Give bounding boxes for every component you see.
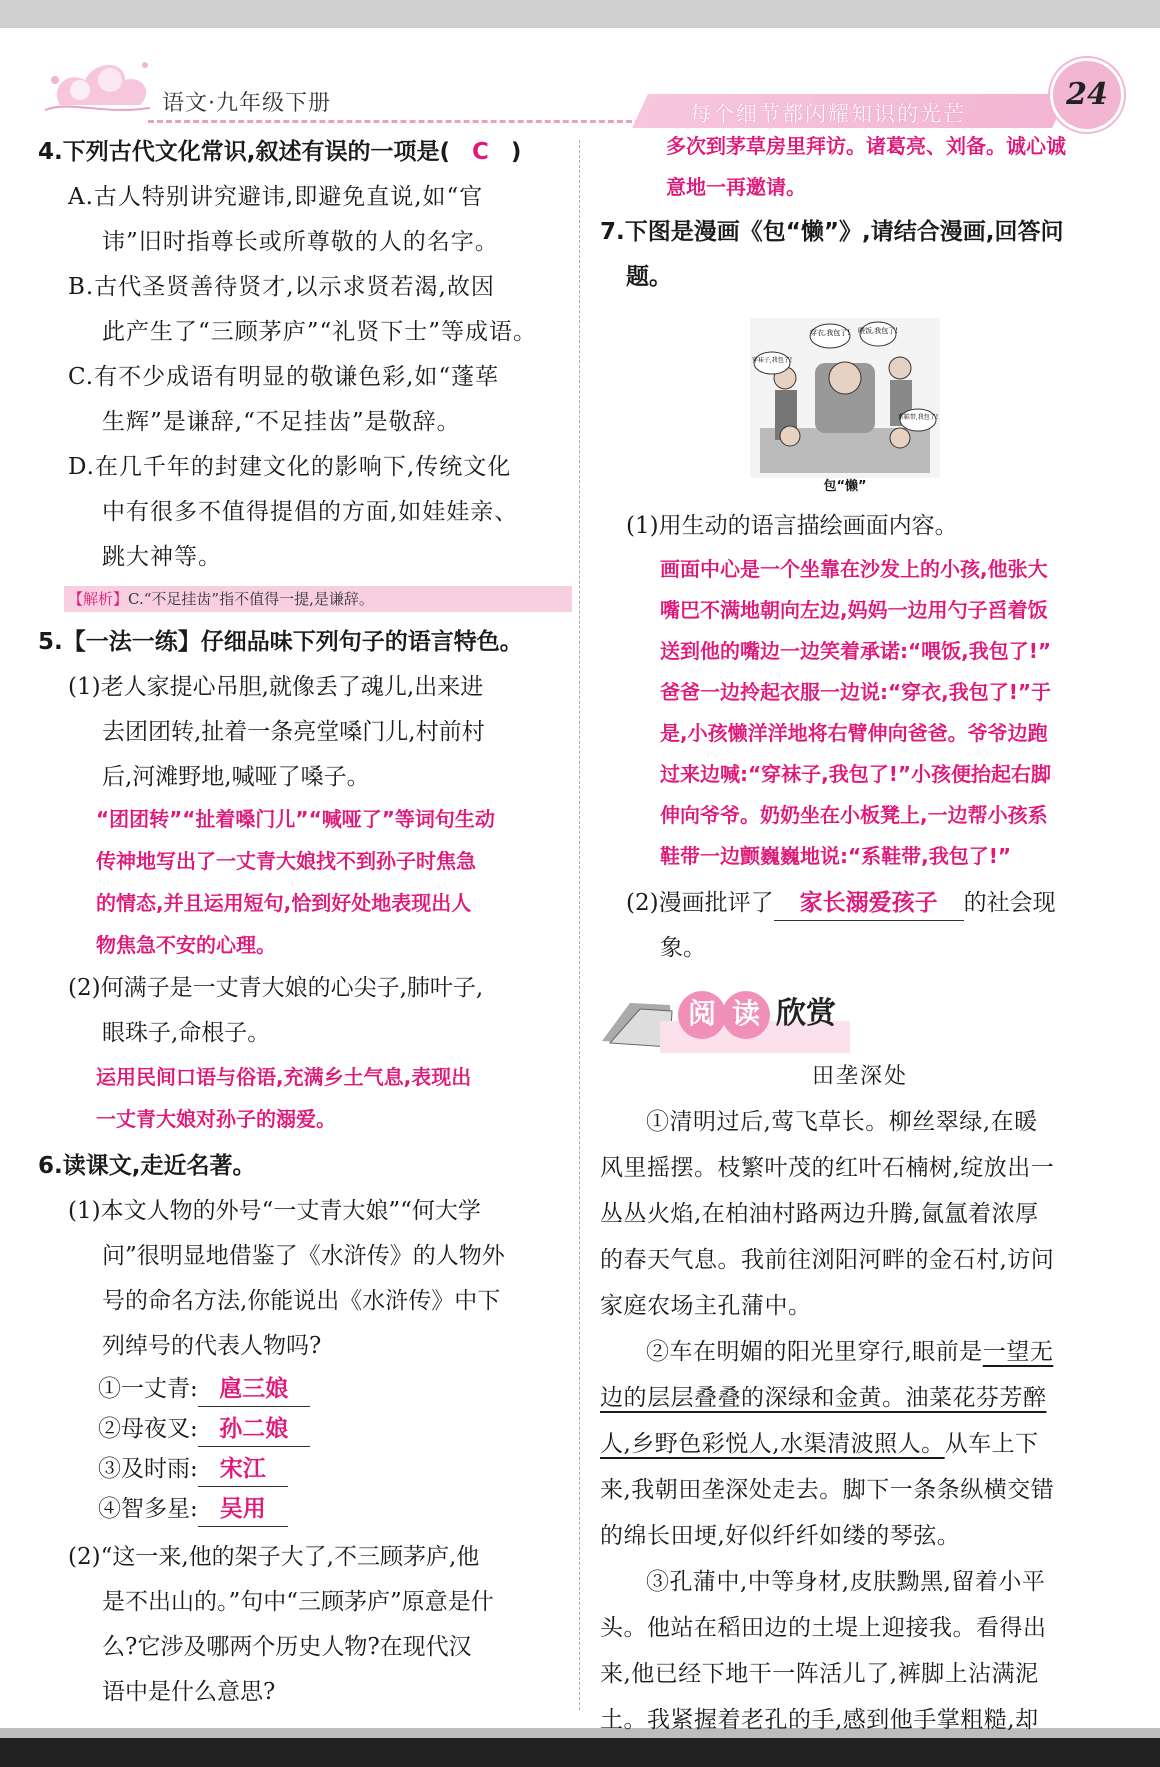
comic-illustration [750, 318, 940, 498]
q4-option-b-2: 此产生了“三顾茅庐”“礼贤下士”等成语。 [102, 319, 538, 345]
nickname-answer: 吴用 [198, 1492, 288, 1527]
q5-2-line-2: 眼珠子,命根子。 [102, 1020, 271, 1046]
q4-option-d-3: 跳大神等。 [102, 544, 222, 570]
answer-line: 是,小孩懒洋洋地将右臂伸向爸爸。爷爷边跑 [660, 721, 1048, 745]
answer-line: 意地一再邀请。 [666, 175, 806, 199]
q6-2-line-2: 是不出山的。”句中“三顾茅庐”原意是什 [102, 1589, 494, 1615]
reading-title: 田垄深处 [811, 1064, 908, 1089]
para-line: 的绵长田埂,好似纤纤如缕的琴弦。 [600, 1523, 961, 1549]
para-line: 丛丛火焰,在柏油村路两边升腾,氤氲着浓厚 [600, 1201, 1039, 1227]
bubble-text: 系鞋带,我包了! [897, 414, 939, 421]
reading-para-3 [600, 1559, 1120, 1743]
q7-2-suffix: 的社会现 [963, 890, 1056, 916]
q5-2-line-1: (2)何满子是一丈青大娘的心尖子,肺叶子, [68, 975, 484, 1001]
answer-line: 传神地写出了一丈青大娘找不到孙子时焦急 [96, 849, 476, 873]
q7-1-answer [600, 549, 1120, 877]
q4-answer: C [472, 139, 489, 165]
nickname-label: ②母夜叉: [98, 1416, 198, 1442]
comic-caption: 包“懒” [823, 479, 867, 494]
q7-2-line-1 [600, 881, 1120, 926]
analysis-text: C.“不足挂齿”指不值得一提,是谦辞。 [128, 590, 374, 608]
left-column [38, 130, 558, 1715]
q6-2-line-1: (2)“这一来,他的架子大了,不三顾茅庐,他 [68, 1544, 480, 1570]
nickname-label: ③及时雨: [98, 1456, 198, 1482]
q6-2-line-3: 么?它涉及哪两个历史人物?在现代汉 [102, 1634, 472, 1660]
nickname-item [38, 1409, 558, 1449]
header-dashed-line [148, 120, 668, 123]
para-line: 来,他已经下地干一阵活儿了,裤脚上沾满泥 [600, 1661, 1039, 1687]
page-number: 24 [1050, 58, 1124, 132]
answer-line: 的情态,并且运用短句,恰到好处地表现出人 [96, 891, 472, 915]
q5-1-line-1: (1)老人家提心吊胆,就像丢了魂儿,出来进 [68, 674, 484, 700]
nickname-item [38, 1489, 558, 1529]
answer-line: “团团转”“扯着嗓门儿”“喊哑了”等词句生动 [96, 807, 495, 831]
bubble-text: 穿袜子,我包了! [751, 357, 793, 364]
right-column [600, 126, 1120, 1743]
para-line: 土。我紧握着老孔的手,感到他手掌粗糙,却 [600, 1707, 1039, 1733]
q6-1-line-2: 问”很明显地借鉴了《水浒传》的人物外 [102, 1243, 505, 1269]
column-divider [579, 140, 580, 1710]
q6-2-answer [600, 126, 1120, 208]
banner-char-2: 读 [732, 997, 761, 1030]
para-text: 从车上下 [944, 1431, 1039, 1457]
nickname-answer: 扈三娘 [198, 1372, 310, 1407]
answer-line: 伸向爷爷。奶奶坐在小板凳上,一边帮小孩系 [660, 803, 1048, 827]
q6-1-line-4: 列绰号的代表人物吗? [102, 1333, 322, 1359]
para-text: ②车在明媚的阳光里穿行,眼前是 [646, 1339, 983, 1365]
reading-para-2 [600, 1329, 1120, 1559]
q4-option-c-2: 生辉”是谦辞,“不足挂齿”是敬辞。 [102, 409, 461, 435]
nickname-list [38, 1369, 558, 1529]
q7-2-line-2: 象。 [660, 935, 706, 961]
q6-1-line-3: 号的命名方法,你能说出《水浒传》中下 [102, 1288, 501, 1314]
banner-word: 欣赏 [776, 996, 836, 1031]
q4-option-d-1: D.在几千年的封建文化的影响下,传统文化 [68, 454, 512, 480]
subject-label: 语文·九年级下册 [162, 91, 331, 116]
answer-line: 多次到茅草房里拜访。诸葛亮、刘备。诚心诚 [666, 134, 1066, 158]
q6-1-line-1: (1)本文人物的外号“一丈青大娘”“何大学 [68, 1198, 481, 1224]
para-line: 家庭农场主孔蒲中。 [600, 1293, 812, 1319]
answer-line: 鞋带一边颤巍巍地说:“系鞋带,我包了!” [660, 844, 1012, 868]
para-line [600, 1329, 1120, 1375]
q5-stem: 5.【一法一练】仔细品味下列句子的语言特色。 [38, 629, 523, 655]
q4-stem [38, 130, 558, 175]
answer-line: 运用民间口语与俗语,充满乡土气息,表现出 [96, 1065, 472, 1089]
answer-line: 送到他的嘴边一边笑着承诺:“喂饭,我包了!” [660, 639, 1052, 663]
q7-stem-2: 题。 [626, 264, 672, 290]
q6-stem: 6.读课文,走近名著。 [38, 1153, 256, 1179]
floral-ornament-icon [40, 50, 160, 120]
slogan-text: 每个细节都闪耀知识的光芒 [690, 102, 966, 126]
analysis-tag: 【解析】 [68, 590, 129, 608]
q4-option-d-2: 中有很多不值得提倡的方面,如娃娃亲、 [102, 499, 519, 525]
q7-2-answer: 家长溺爱孩子 [774, 886, 964, 921]
q4-stem-text: 4.下列古代文化常识,叙述有误的一项是( [38, 139, 450, 165]
answer-line: 嘴巴不满地朝向左边,妈妈一边用勺子舀着饭 [660, 598, 1048, 622]
q4-option-c-1: C.有不少成语有明显的敬谦色彩,如“蓬荜 [68, 364, 500, 390]
bubble-text: 穿衣,我包了! [809, 329, 851, 337]
q5-2-answer [38, 1056, 558, 1140]
q4-option-b-1: B.古代圣贤善待贤才,以示求贤若渴,故因 [68, 274, 495, 300]
q5-1-line-2: 去团团转,扯着一条亮堂嗓门儿,村前村 [102, 719, 485, 745]
q7-1-question: (1)用生动的语言描绘画面内容。 [626, 513, 958, 539]
para-line: 来,我朝田垄深处走去。脚下一条条纵横交错 [600, 1477, 1055, 1503]
answer-line: 一丈青大娘对孙子的溺爱。 [96, 1107, 336, 1131]
nickname-answer: 宋江 [198, 1452, 288, 1487]
q4-options [38, 175, 558, 580]
para-line: ①清明过后,莺飞草长。柳丝翠绿,在暖 [646, 1109, 1038, 1135]
answer-line: 爸爸一边拎起衣服一边说:“穿衣,我包了!”于 [660, 680, 1052, 704]
reading-banner [600, 983, 1120, 1053]
underlined-text: 一望无 [982, 1339, 1054, 1365]
nickname-label: ④智多星: [98, 1496, 198, 1522]
q7-2-prefix: (2)漫画批评了 [626, 890, 774, 916]
nickname-item [38, 1369, 558, 1409]
answer-line: 画面中心是一个坐靠在沙发上的小孩,他张大 [660, 557, 1048, 581]
nickname-item [38, 1449, 558, 1489]
q4-analysis [64, 586, 572, 612]
nickname-answer: 孙二娘 [198, 1412, 310, 1447]
q4-option-a-2: 讳”旧时指尊长或所尊敬的人的名字。 [102, 229, 499, 255]
q4-option-a-1: A.古人特别讲究避讳,即避免直说,如“官 [68, 184, 484, 210]
para-line: 的春天气息。我前往浏阳河畔的金石村,访问 [600, 1247, 1055, 1273]
banner-char-1: 阅 [688, 997, 717, 1030]
q4-stem-end: ) [510, 139, 522, 165]
para-line: 头。他站在稻田边的土堤上迎接我。看得出 [600, 1615, 1047, 1641]
reading-para-1 [600, 1099, 1120, 1329]
para-line: ③孔蒲中,中等身材,皮肤黝黑,留着小平 [646, 1569, 1046, 1595]
para-line: 风里摇摆。枝繁叶茂的红叶石楠树,绽放出一 [600, 1155, 1055, 1181]
answer-line: 物焦急不安的心理。 [96, 933, 276, 957]
answer-line: 过来边喊:“穿袜子,我包了!”小孩便抬起右脚 [660, 762, 1052, 786]
nickname-label: ①一丈青: [98, 1376, 198, 1402]
para-line [600, 1421, 1120, 1467]
page-header [30, 50, 1130, 130]
underlined-line: 边的层层叠叠的深绿和金黄。油菜花芬芳醉 [600, 1385, 1047, 1411]
q6-2-line-4: 语中是什么意思? [102, 1679, 276, 1705]
comic-drawing [750, 318, 940, 478]
underlined-text: 人,乡野色彩悦人,水渠清波照人。 [600, 1431, 945, 1457]
q5-1-answer [38, 798, 558, 966]
q7-stem-1: 7.下图是漫画《包“懒”》,请结合漫画,回答问 [600, 219, 1064, 245]
q5-1-line-3: 后,河滩野地,喊哑了嗓子。 [102, 764, 370, 790]
bubble-text: 喂饭,我包了! [857, 327, 899, 335]
